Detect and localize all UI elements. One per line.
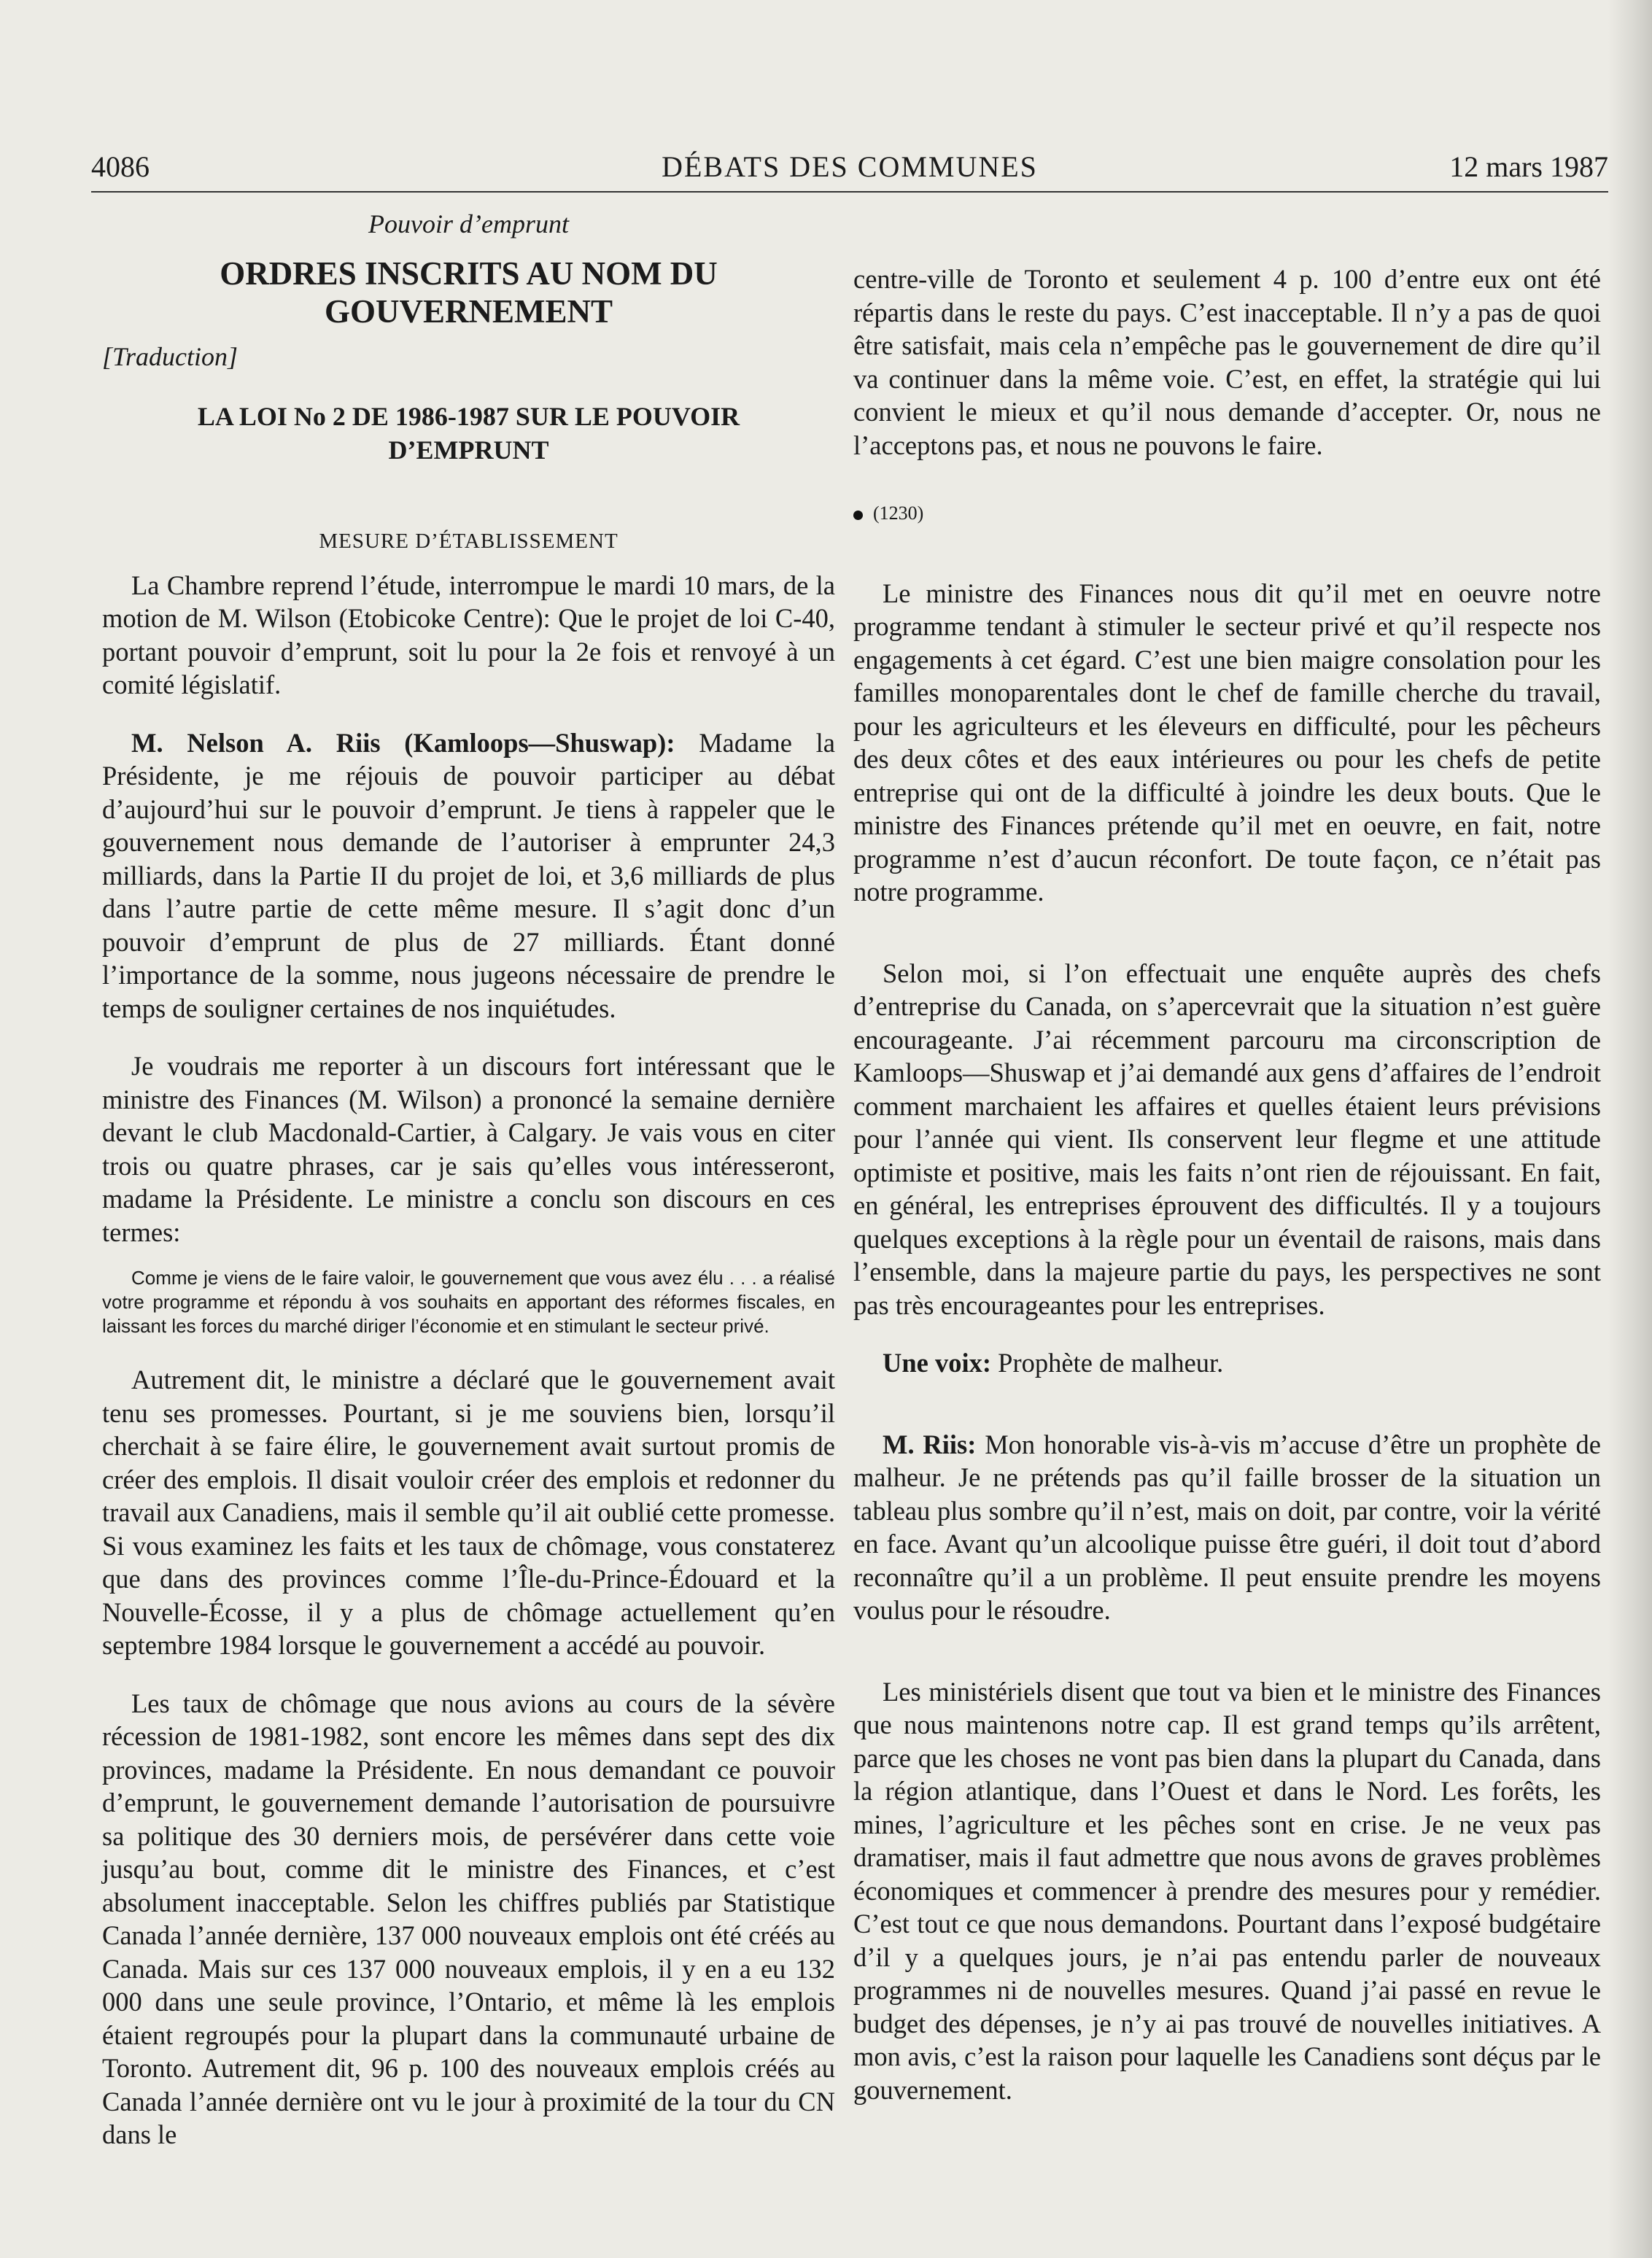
block-quote: Comme je viens de le faire valoir, le gouvernement que vous avez élu . . . a réalisé votre programme et répondu à vos souhaits en apportant des réformes fiscales, en laissant les forces du marché diriger l’économie et en stimulant le secteur privé. xyxy=(102,1267,835,1337)
page-number: 4086 xyxy=(91,150,150,183)
bill-heading: LA LOI No 2 DE 1986-1987 SUR LE POUVOIR D’EMPRUNT xyxy=(197,402,740,465)
measure-heading: MESURE D’ÉTABLISSEMENT xyxy=(319,529,618,553)
speech-text: Madame la Présidente, je me réjouis de pouvoir participer au débat d’aujourd’hui sur le pouvoir d’emprunt. Je tiens à rappeler que le gouvernement nous demande de l’autoriser à emprunter 24,3 milliards, dans la Partie II du projet de loi, et 3,6 milliards de plus dans l’autre partie de cette même mesure. Il s’agit donc d’un pouvoir d’emprunt de plus de 27 milliards. Étant donné l’importance de la somme, nous jugeons nécessaire de prendre le temps de souligner certaines de nos inquiétudes. xyxy=(102,727,836,1023)
paragraph: Je voudrais me reporter à un discours fort intéressant que le ministre des Finances (M. Wilson) a prononcé la semaine dernière devant le club Macdonald-Cartier, à Calgary. Je vais vous en citer trois ou quatre phrases, car je sais qu’elles vous intéresseront, madame la Présidente. Le ministre a conclu son discours en ces termes: xyxy=(102,1051,835,1247)
section-label: Pouvoir d’emprunt xyxy=(368,209,569,238)
speaker-name: Une voix: xyxy=(883,1348,992,1378)
speaker-name: M. Nelson A. Riis (Kamloops—Shuswap): xyxy=(131,727,675,758)
time-marker xyxy=(853,497,1601,530)
speech-text: Mon honorable vis-à-vis m’accuse d’être un prophète de malheur. Je ne prétends pas qu’il faille brosser de la situation un tableau plus sombre qu’il n’est, mais on doit, par contre, voir la vérité en face. Avant qu’un alcoolique puisse être guéri, il doit tout d’abord reconnaître qu’il a un problème. Il peut ensuite prendre les moyens voulus pour le résoudre. xyxy=(853,1429,1602,1625)
paragraph: La Chambre reprend l’étude, interrompue le mardi 10 mars, de la motion de M. Wilson (Etobicoke Centre): Que le projet de loi C-40, portant pouvoir d’emprunt, soit lu pour la 2e fois et renvoyé à un comité législatif. xyxy=(102,570,835,699)
header-rule xyxy=(91,191,1608,193)
bullet-icon xyxy=(853,511,863,520)
speech-text: Prophète de malheur. xyxy=(991,1348,1224,1378)
page-edge-shadow xyxy=(1608,0,1652,2258)
page-date: 12 mars 1987 xyxy=(1449,150,1608,183)
paragraph: Les taux de chômage que nous avions au cours de la sévère récession de 1981-1982, sont encore les mêmes dans sept des dix provinces, madame la Présidente. En nous demandant ce pouvoir d’emprunt, le gouvernement demande l’autorisation de poursuivre sa politique des 30 derniers mois, de persévérer dans cette voie jusqu’au bout, comme dit le ministre des Finances, et c’est absolument inacceptable. Selon les chiffres publiés par Statistique Canada l’année dernière, 137 000 nouveaux emplois ont été créés au Canada. Mais sur ces 137 000 nouveaux emplois, il y en a eu 132 000 dans une seule province, l’Ontario, et même là les emplois étaient regroupés pour la plupart dans la communauté urbaine de Toronto. Autrement dit, 96 p. 100 des nouveaux emplois créés au Canada l’année dernière ont vu le jour à proximité de la tour du CN dans le xyxy=(102,1688,835,2149)
paragraph: Les ministériels disent que tout va bien et le ministre des Finances que nous maintenons notre cap. Il est grand temps qu’ils arrêtent, parce que les choses ne vont pas bien dans la plupart du Canada, dans la région atlantique, dans l’Ouest et dans le Nord. Les forêts, les mines, l’agriculture et les pêches sont en crise. Je ne veux pas dramatiser, mais il faut admettre que nous avons de graves problèmes économiques et commencer à prendre des mesures pour y remédier. C’est tout ce que nous demandons. Pourtant dans l’exposé budgétaire d’il y a quelques jours, je n’ai pas entendu parler de nouveaux programmes ni de nouvelles mesures. Quand j’ai passé en revue le budget des dépenses, je n’y ai pas trouvé de nouvelles initiatives. A mon avis, c’est la raison pour laquelle les Canadiens sont déçus par le gouvernement. xyxy=(853,1676,1601,2105)
time-marker-text: (1230) xyxy=(873,503,924,524)
speech-paragraph xyxy=(102,726,835,1025)
right-column xyxy=(853,263,1601,2131)
publication-title: DÉBATS DES COMMUNES xyxy=(662,150,1038,183)
paragraph: Le ministre des Finances nous dit qu’il met en oeuvre notre programme tendant à stimuler le secteur privé et qu’il respecte nos engagements à cet égard. C’est une bien maigre consolation pour les familles monoparentales dont le chef de famille cherche du travail, pour les agriculteurs et les éleveurs en difficulté, pour les pêcheurs des deux côtes et des eaux intérieures ou pour les chefs de petite entreprise qui ont de la difficulté à joindre les deux bouts. Que le ministre des Finances prétende qu’il met en oeuvre, en fait, notre programme n’est d’aucun réconfort. De toute façon, ce n’était pas notre programme. xyxy=(853,578,1601,907)
paragraph: centre-ville de Toronto et seulement 4 p. 100 d’entre eux ont été répartis dans le reste du pays. C’est inacceptable. Il n’y a pas de quoi être satisfait, mais cela n’empêche pas le gouvernement de dire qu’il va continuer dans la même voie. C’est, en effet, la stratégie qui lui convient le mieux et qu’il nous demande d’accepter. Or, nous ne l’acceptons pas, et nous ne pouvons le faire. xyxy=(853,264,1601,460)
left-column xyxy=(102,208,835,2176)
page-header xyxy=(91,150,1608,193)
main-heading: ORDRES INSCRITS AU NOM DU GOUVERNEMENT xyxy=(220,255,718,330)
speech-paragraph xyxy=(853,1346,1601,1380)
speaker-name: M. Riis: xyxy=(883,1429,977,1459)
paragraph: Autrement dit, le ministre a déclaré que le gouvernement avait tenu ses promesses. Pourtant, si je me souviens bien, lorsqu’il cherchait à se faire élire, le gouvernement avait surtout promis de créer des emplois. Il disait vouloir créer des emplois et redonner du travail aux Canadiens, mais il semble qu’il ait oublié cette promesse. Si vous examinez les faits et les taux de chômage, vous constaterez que dans des provinces comme l’Île-du-Prince-Édouard et la Nouvelle-Écosse, il y a plus de chômage actuellement qu’en septembre 1984 lorsque le gouvernement a accédé au pouvoir. xyxy=(102,1365,835,1660)
paragraph: Selon moi, si l’on effectuait une enquête auprès des chefs d’entreprise du Canada, on s’apercevrait que la situation n’est guère encourageante. J’ai récemment parcouru ma circonscription de Kamloops—Shuswap et j’ai demandé aux gens d’affaires de l’endroit comment marchaient les affaires et quelles étaient leurs prévisions pour l’année qui vient. Ils conservent leur flegme et une attitude optimiste et positive, mais les faits n’ont rien de réjouissant. En fait, en général, les entreprises éprouvent des difficultés. Il y a toujours quelques exceptions à la règle pour un éventail de raisons, mais dans l’ensemble, dans la majeure partie du pays, les perspectives ne sont pas très encourageantes pour les entreprises. xyxy=(853,958,1601,1320)
translation-note: [Traduction] xyxy=(102,341,239,371)
speech-paragraph xyxy=(853,1428,1601,1627)
